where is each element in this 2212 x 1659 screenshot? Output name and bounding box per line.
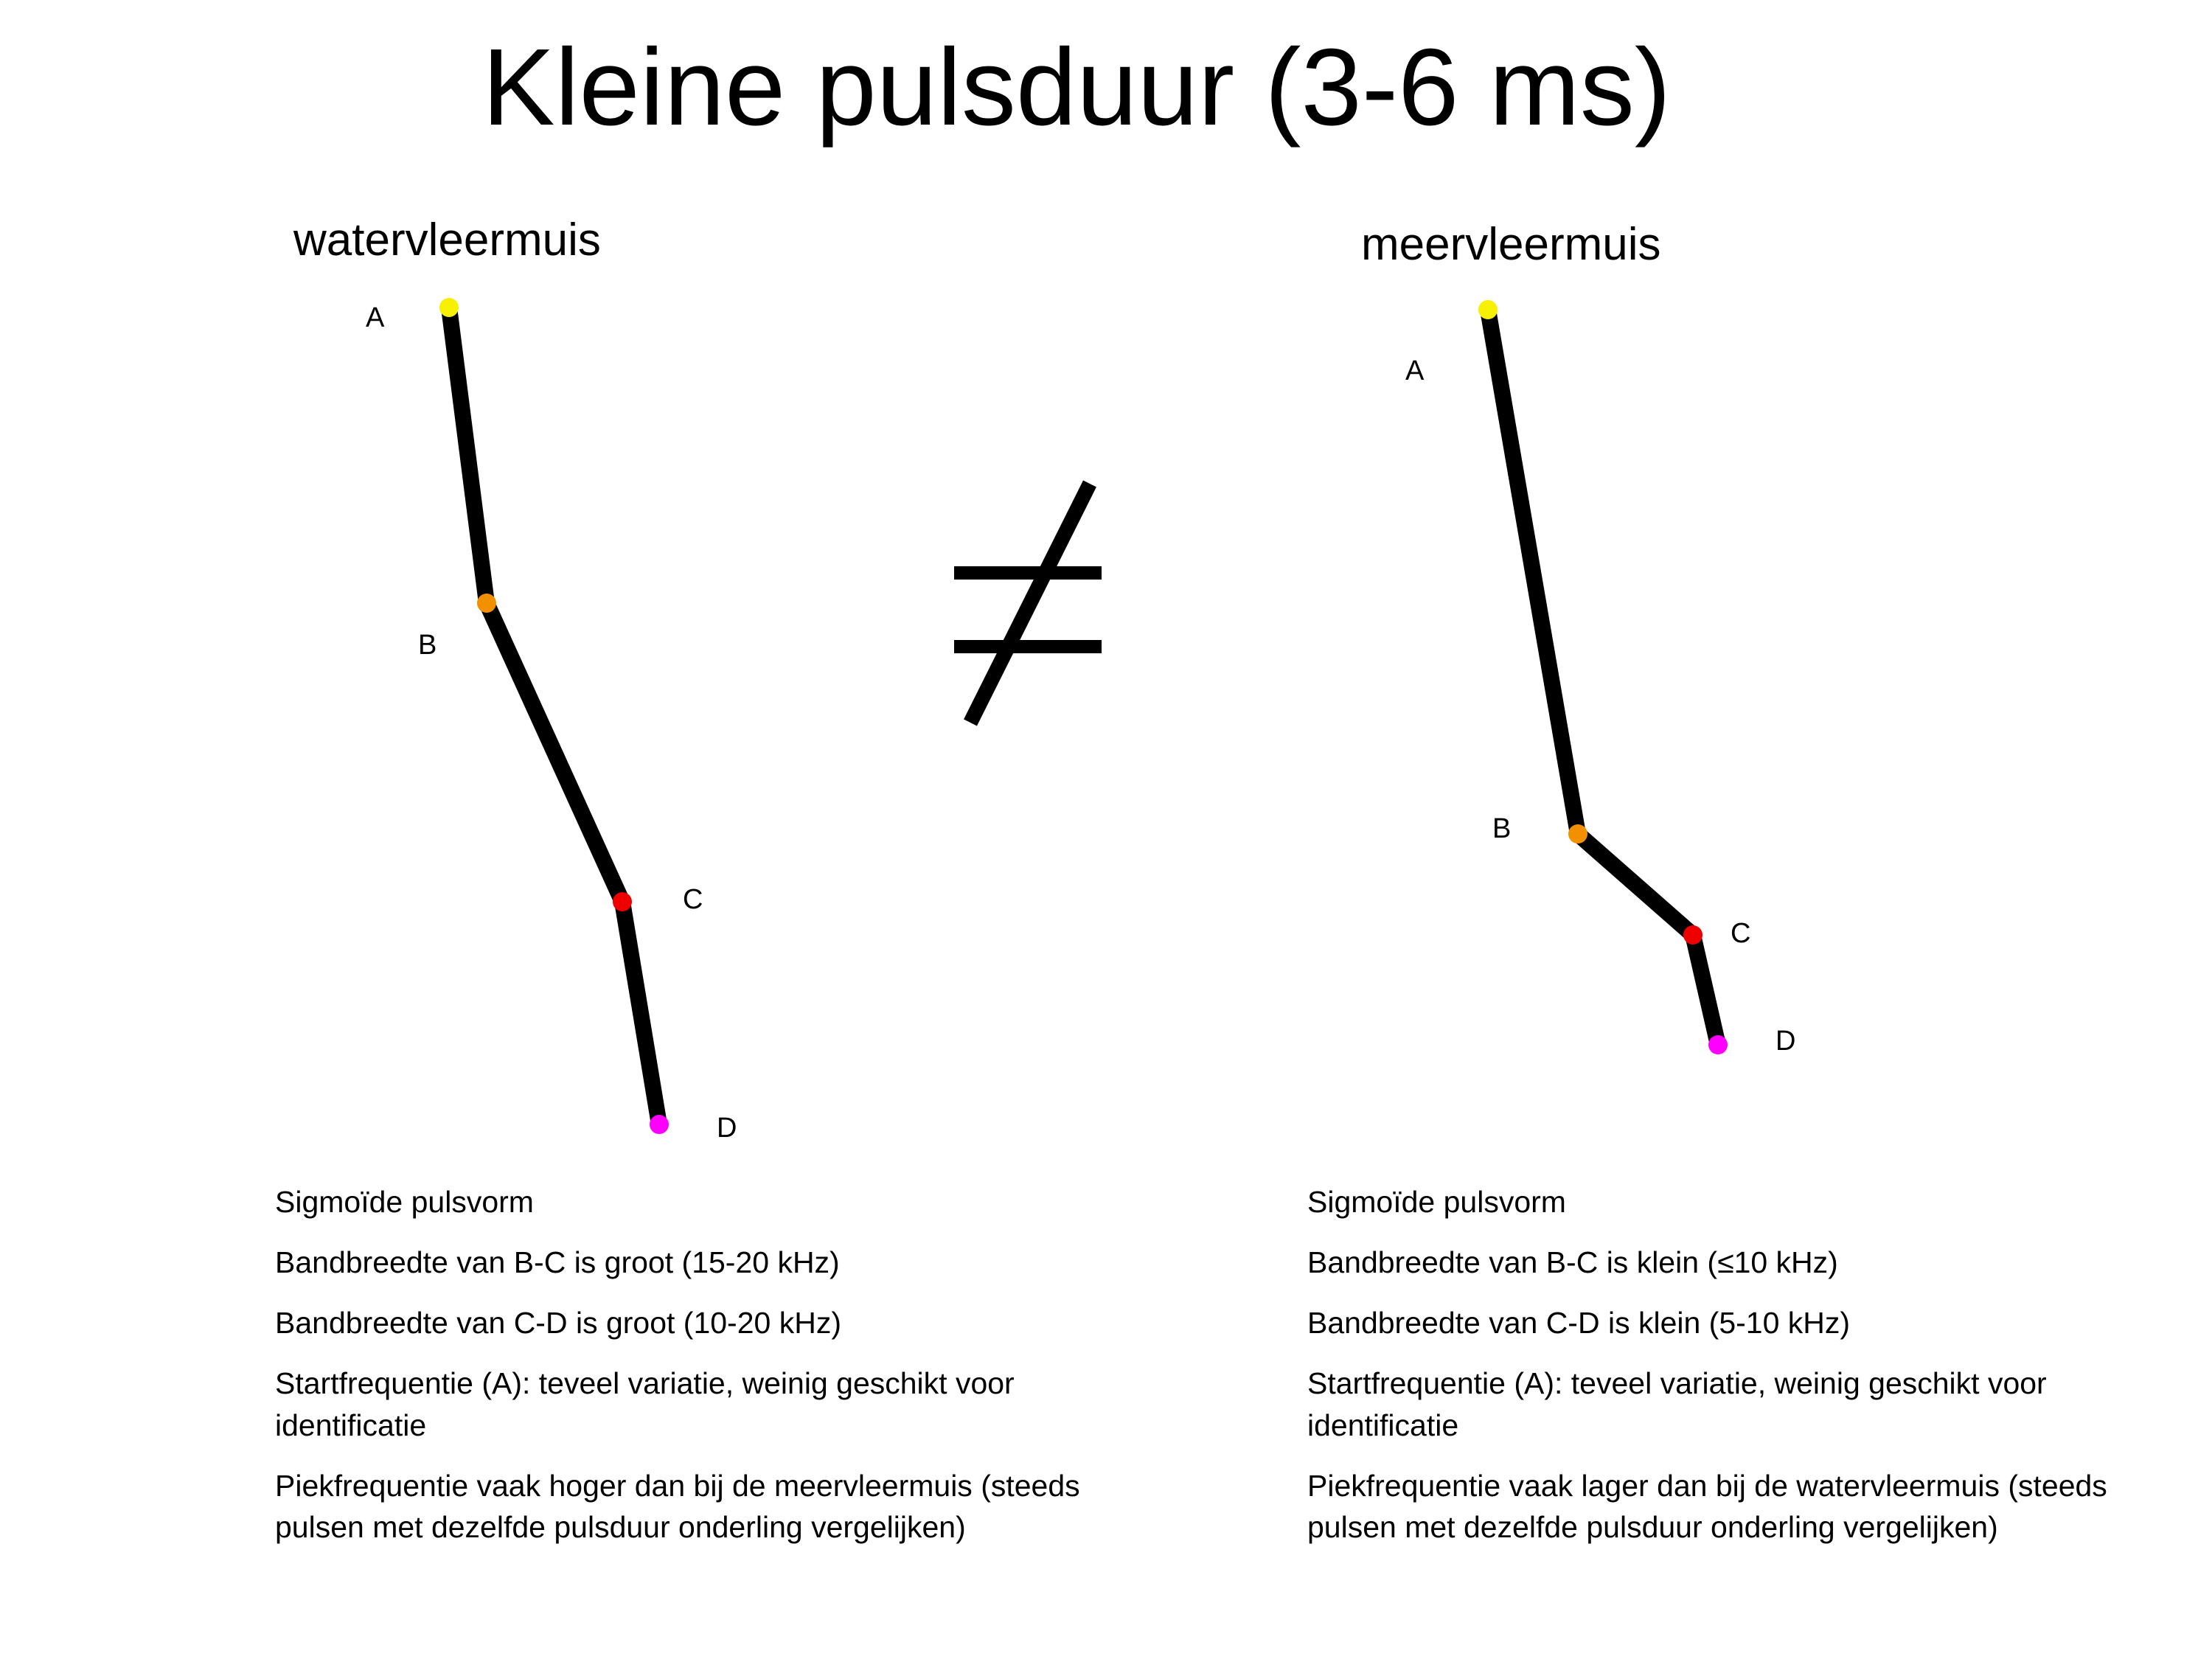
point-d-right [1708,1035,1728,1054]
notes-left [275,1181,1116,1567]
not-equal-symbol [942,479,1134,737]
label-a-right: A [1405,355,1425,386]
species-name-left: watervleermuis [293,215,601,265]
point-a-left [439,298,459,317]
label-d-right: D [1775,1026,1796,1057]
species-name-right: meervleermuis [1361,219,1661,270]
note-right-2: Bandbreedte van B-C is klein (≤10 kHz) [1307,1245,1838,1280]
note-left-1: Sigmoïde pulsvorm [275,1185,534,1219]
label-a-left: A [366,302,385,333]
pulse-line-left [449,307,659,1124]
notes-right [1307,1181,2177,1567]
point-b-right [1568,824,1587,844]
label-c-left: C [683,884,703,915]
note-right-3: Bandbreedte van C-D is klein (5-10 kHz) [1307,1306,1851,1340]
note-right-1: Sigmoïde pulsvorm [1307,1185,1566,1219]
pulse-shape-left [366,298,737,1144]
point-c-left [613,892,632,911]
point-a-right [1478,300,1498,319]
label-d-left: D [717,1113,737,1144]
note-left-3: Bandbreedte van C-D is groot (10-20 kHz) [275,1306,841,1340]
point-b-left [477,594,496,613]
pulse-shape-right [1405,300,1795,1057]
note-left-5: Piekfrequentie vaak hoger dan bij de meervleermuis (steeds pulsen met dezelfde pulsduur onderling vergelijken) [275,1468,1080,1544]
note-right-4: Startfrequentie (A): teveel variatie, weinig geschikt voor identificatie [1307,1366,2047,1442]
point-d-left [650,1115,669,1134]
point-c-right [1683,925,1703,945]
page-title: Kleine pulsduur (3-6 ms) [481,27,1672,148]
note-left-2: Bandbreedte van B-C is groot (15-20 kHz) [275,1245,840,1280]
label-c-right: C [1731,918,1751,949]
label-b-right: B [1492,813,1512,844]
note-left-4: Startfrequentie (A): teveel variatie, weinig geschikt voor identificatie [275,1366,1015,1442]
label-b-left: B [418,630,437,661]
note-right-5: Piekfrequentie vaak lager dan bij de watervleermuis (steeds pulsen met dezelfde pulsduur onderling vergelijken) [1307,1468,2107,1544]
